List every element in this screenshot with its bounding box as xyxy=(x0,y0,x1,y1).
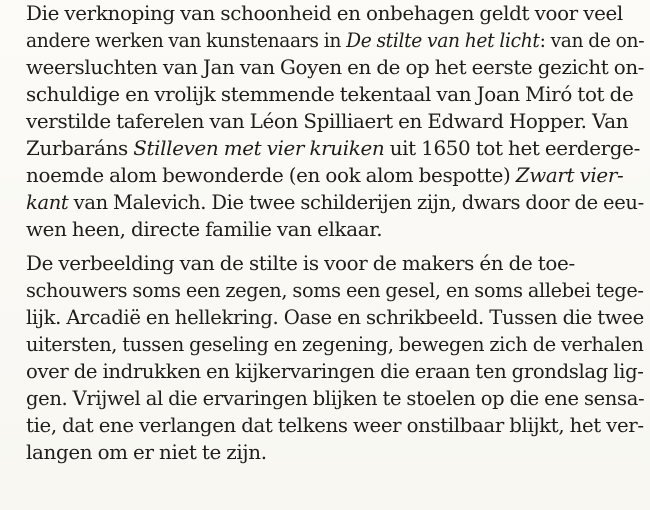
text-segment: schuldige en vrolijk stemmende tekentaal van Joan Miró tot de xyxy=(26,82,634,106)
text-line xyxy=(26,135,644,162)
text-segment: weersluchten van Jan van Goyen en de op het eerste gezicht on- xyxy=(26,55,645,79)
text-line xyxy=(26,0,644,27)
body-text xyxy=(26,0,648,466)
text-segment: schouwers soms een zegen, soms een gesel, en soms allebei tege- xyxy=(26,278,644,302)
text-segment: gen. Vrijwel al die ervaringen blijken te stoelen op die ene sensa- xyxy=(26,386,645,410)
text-segment: tie, dat ene verlangen dat telkens weer onstilbaar blijkt, het ver- xyxy=(26,413,644,437)
text-segment: De verbeelding van de stilte is voor de makers én de toe- xyxy=(26,251,575,275)
text-segment: noemde alom bewonderde (en ook alom bespotte) xyxy=(26,163,516,187)
text-line xyxy=(26,216,644,243)
text-line xyxy=(26,54,643,81)
text-line xyxy=(26,331,644,358)
text-segment: Zurbaráns xyxy=(26,136,134,160)
italic-title: Stilleven met vier kruiken xyxy=(133,136,385,160)
text-line xyxy=(26,358,644,385)
text-segment: uit 1650 tot het eerdergе- xyxy=(384,136,640,160)
text-line xyxy=(26,27,645,54)
text-segment: uitersten, tussen geseling en zegening, bewegen zich de verhalen xyxy=(26,332,644,356)
text-segment: : van de on- xyxy=(539,28,645,52)
paragraph xyxy=(26,250,648,466)
italic-title: kant xyxy=(26,190,69,214)
text-line xyxy=(26,277,644,304)
text-segment: van Malevich. Die twee schilderijen zijn, dwars door de eeu- xyxy=(68,190,644,214)
text-line xyxy=(26,108,644,135)
text-line xyxy=(26,81,644,108)
paragraph xyxy=(26,0,648,243)
text-line xyxy=(26,412,644,439)
text-line xyxy=(26,304,644,331)
text-segment: lijk. Arcadië en hellekring. Oase en schrikbeeld. Tussen die twee xyxy=(26,305,644,329)
text-line xyxy=(26,250,644,277)
italic-title: Zwart vier- xyxy=(515,163,624,187)
text-segment: over de indrukken en kijkervaringen die eraan ten grondslag lig- xyxy=(26,359,644,383)
text-line xyxy=(26,162,644,189)
text-line xyxy=(26,189,644,216)
text-segment: langen om er niet te zijn. xyxy=(26,440,267,464)
paragraph-gap xyxy=(26,243,648,250)
text-line xyxy=(26,385,645,412)
text-segment: wen heen, directe familie van elkaar. xyxy=(26,217,383,241)
text-segment: verstilde taferelen van Léon Spilliaert en Edward Hopper. Van xyxy=(26,109,629,133)
italic-title: De stilte van het licht xyxy=(346,28,540,52)
text-line xyxy=(26,439,644,466)
text-segment: andere werken van kunstenaars in xyxy=(26,28,347,52)
text-segment: Die verknoping van schoonheid en onbehagen geldt voor veel xyxy=(26,1,623,25)
